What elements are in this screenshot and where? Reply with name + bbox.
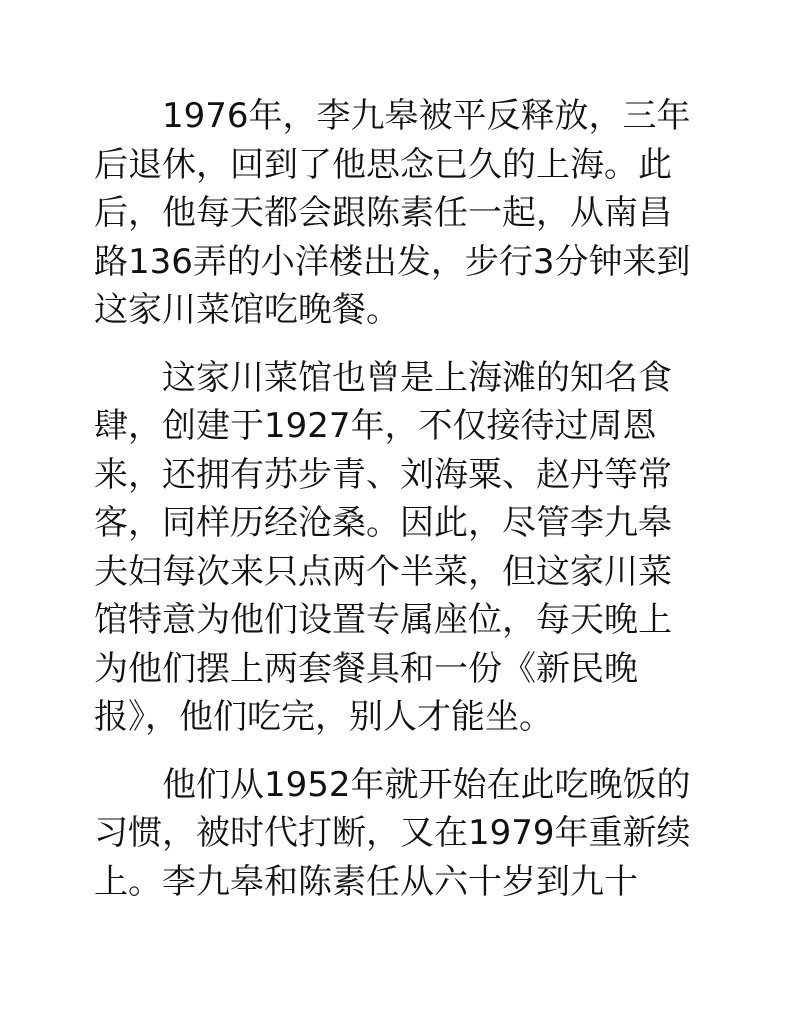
text-line: 夫妇每次来只点两个半菜，但这家川菜 — [94, 551, 672, 592]
text-line: 他们从1952年就开始在此吃晚饭的 — [162, 764, 691, 805]
text-line: 馆特意为他们设置专属座位，每天晚上 — [94, 600, 672, 640]
text-line: 这家川菜馆吃晚餐。 — [94, 290, 400, 330]
paragraph-2 — [94, 354, 704, 742]
paragraph-1 — [94, 92, 704, 335]
text-line: 路136弄的小洋楼出发，步行3分钟来到 — [94, 241, 691, 282]
text-line: 客，同样历经沧桑。因此，尽管李九皋 — [94, 503, 672, 543]
text-line: 肆，创建于1927年，不仅接待过周恩 — [94, 406, 657, 446]
paragraph-3 — [94, 761, 704, 907]
text-line: 1976年，李九皋被平反释放，三年 — [162, 96, 691, 136]
text-line: 上。李九皋和陈素任从六十岁到九十 — [94, 861, 638, 902]
text-line: 来，还拥有苏步青、刘海粟、赵丹等常 — [94, 454, 672, 495]
text-line: 这家川菜馆也曾是上海滩的知名食 — [162, 357, 672, 398]
article-body — [94, 92, 704, 906]
text-line: 后退休，回到了他思念已久的上海。此 — [94, 144, 672, 185]
text-line: 习惯，被时代打断，又在1979年重新续 — [94, 813, 691, 853]
text-line: 报》，他们吃完，别人才能坐。 — [94, 697, 553, 737]
text-line: 为他们摆上两套餐具和一份《新民晚 — [94, 648, 638, 689]
text-line: 后，他每天都会跟陈素任一起，从南昌 — [94, 193, 672, 233]
